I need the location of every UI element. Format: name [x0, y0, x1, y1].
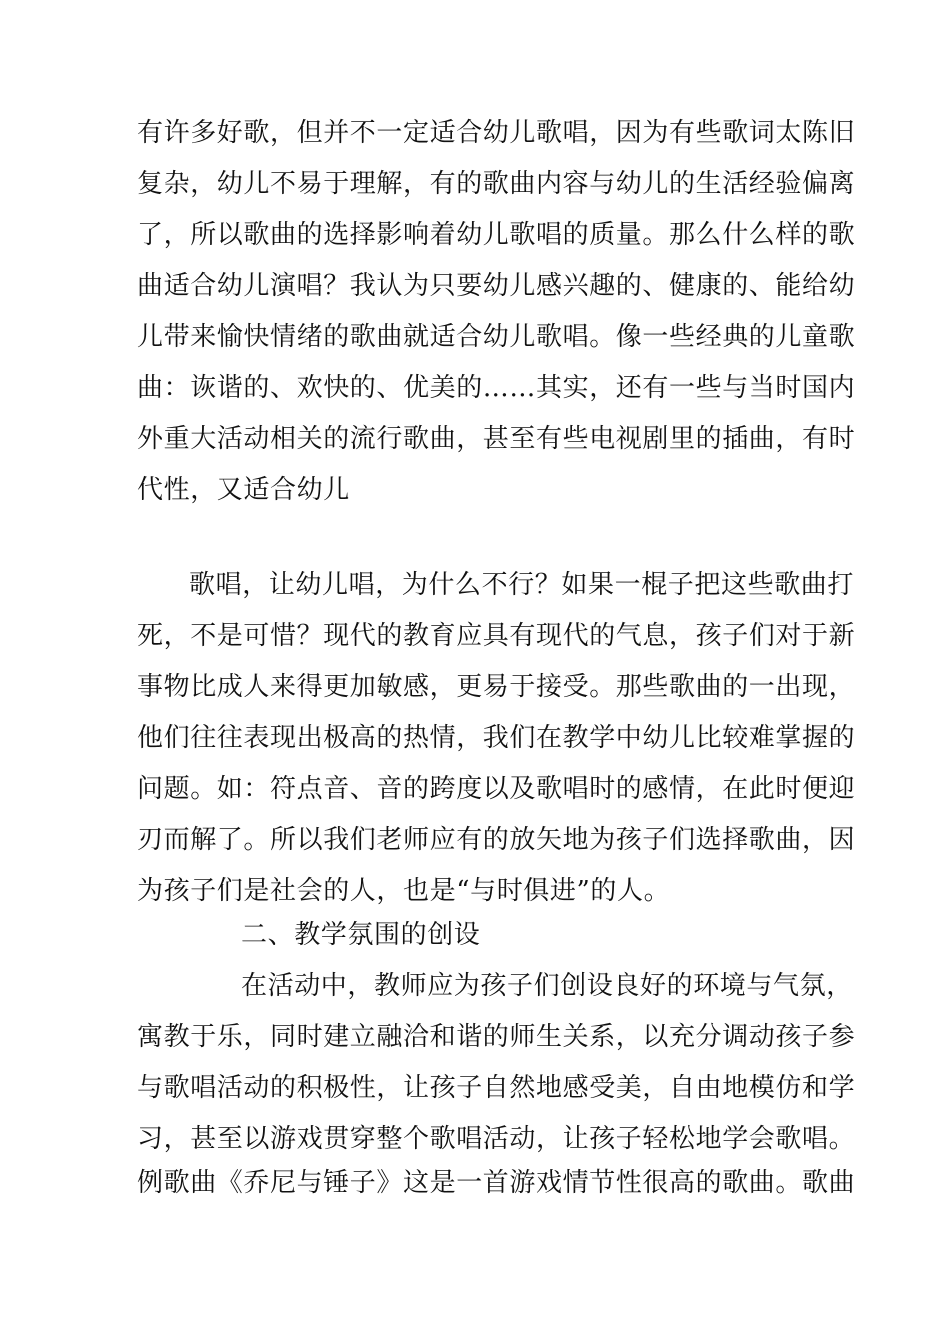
text-line: 儿带来愉快情绪的歌曲就适合幼儿歌唱。像一些经典的儿童歌	[137, 322, 856, 352]
text-line: 曲：诙谐的、欢快的、优美的……其实，还有一些与当时国内	[137, 373, 856, 403]
text-line: 寓教于乐，同时建立融洽和谐的师生关系，以充分调动孩子参	[137, 1022, 856, 1052]
text-line: 外重大活动相关的流行歌曲，甚至有些电视剧里的插曲，有时	[137, 424, 856, 454]
text-line: 曲适合幼儿演唱？我认为只要幼儿感兴趣的、健康的、能给幼	[137, 271, 856, 301]
text-line: 习，甚至以游戏贯穿整个歌唱活动，让孩子轻松地学会歌唱。	[137, 1124, 856, 1154]
text-line: 代性，又适合幼儿	[137, 475, 350, 505]
text-line: 他们往往表现出极高的热情，我们在教学中幼儿比较难掌握的	[137, 723, 856, 753]
text-line: 为孩子们是社会的人，也是“与时俱进”的人。	[137, 876, 671, 906]
text-line: 与歌唱活动的积极性，让孩子自然地感受美，自由地模仿和学	[137, 1073, 856, 1103]
text-line: 复杂，幼儿不易于理解，有的歌曲内容与幼儿的生活经验偏离	[137, 169, 856, 199]
section-heading: 二、教学氛围的创设	[241, 920, 481, 950]
text-line: 死，不是可惜？现代的教育应具有现代的气息，孩子们对于新	[137, 621, 856, 651]
text-line: 在活动中，教师应为孩子们创设良好的环境与气氛，	[241, 971, 853, 1001]
text-line: 了，所以歌曲的选择影响着幼儿歌唱的质量。那么什么样的歌	[137, 220, 856, 250]
text-line: 事物比成人来得更加敏感，更易于接受。那些歌曲的一出现，	[137, 672, 856, 702]
text-line: 刃而解了。所以我们老师应有的放矢地为孩子们选择歌曲，因	[137, 825, 856, 855]
text-line: 歌唱，让幼儿唱，为什么不行？如果一棍子把这些歌曲打	[189, 570, 855, 600]
text-line: 问题。如：符点音、音的跨度以及歌唱时的感情，在此时便迎	[137, 774, 856, 804]
text-line: 例歌曲《乔尼与锤子》这是一首游戏情节性很高的歌曲。歌曲	[137, 1168, 856, 1198]
text-line: 有许多好歌，但并不一定适合幼儿歌唱，因为有些歌词太陈旧	[137, 118, 856, 148]
